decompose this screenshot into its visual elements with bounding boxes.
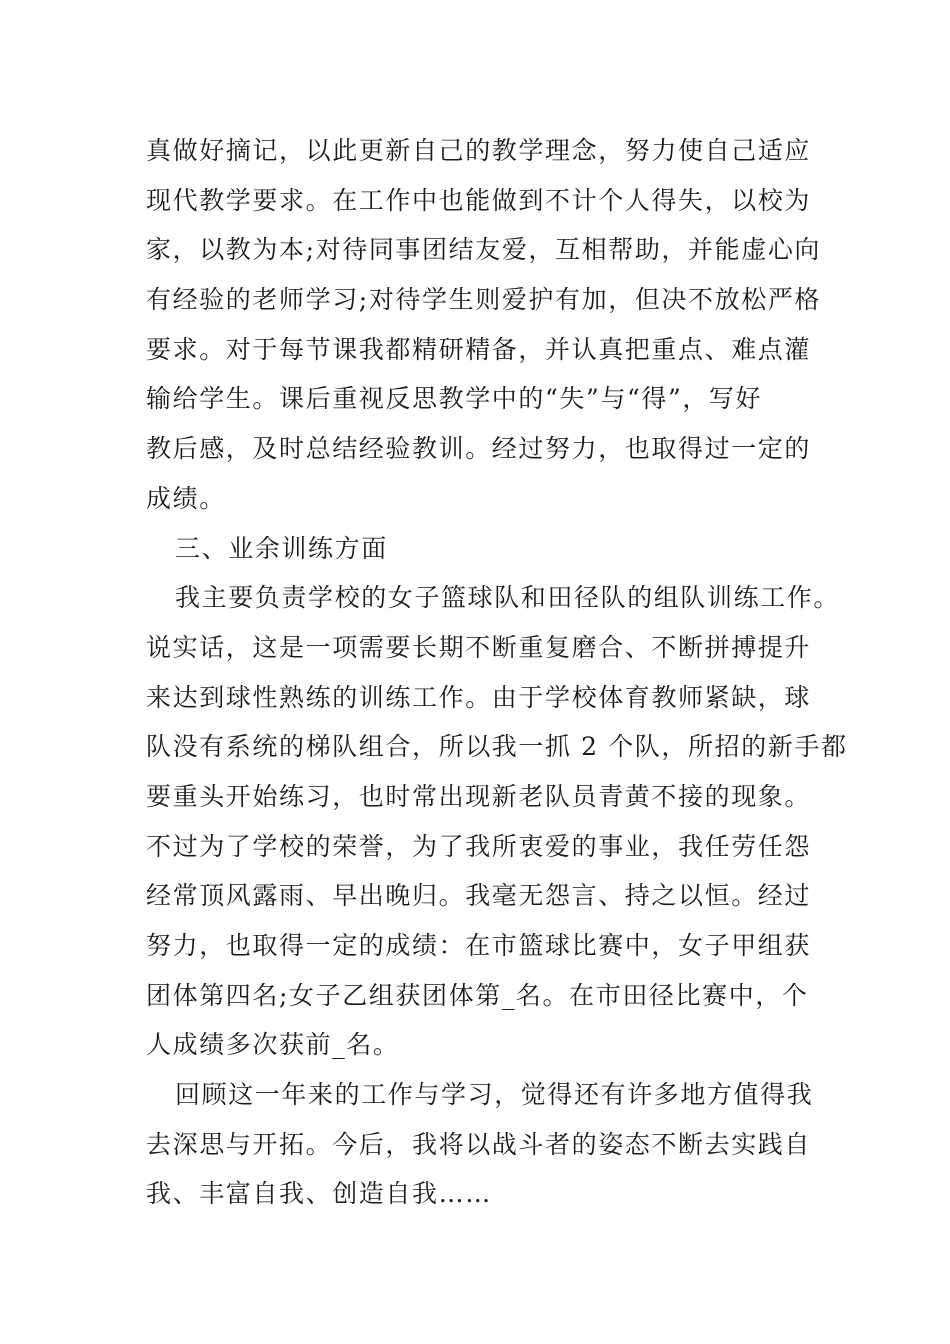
text-line: 去深思与开拓。今后，我将以战斗者的姿态不断去实践自: [146, 1129, 812, 1159]
text-line: 有经验的老师学习;对待学生则爱护有加，但决不放松严格: [146, 285, 822, 315]
text-line: 经常顶风露雨、早出晚归。我毫无怨言、持之以恒。经过: [146, 881, 812, 911]
section-heading: 三、业余训练方面: [175, 533, 388, 563]
text-line: 说实话，这是一项需要长期不断重复磨合、不断拼搏提升: [146, 632, 812, 662]
text-line: 队没有系统的梯队组合，所以我一抓 2 个队，所招的新手都: [146, 732, 848, 762]
text-line: 回顾这一年来的工作与学习，觉得还有许多地方值得我: [175, 1080, 814, 1110]
text-line: 教后感，及时总结经验教训。经过努力，也取得过一定的: [146, 434, 812, 464]
text-line: 要求。对于每节课我都精研精备，并认真把重点、难点灌: [146, 334, 812, 364]
text-line: 我、丰富自我、创造自我……: [146, 1179, 492, 1209]
text-line: 家，以教为本;对待同事团结友爱，互相帮助，并能虚心向: [146, 235, 822, 265]
text-line: 努力，也取得一定的成绩：在市篮球比赛中，女子甲组获: [146, 931, 812, 960]
text-line: 输给学生。课后重视反思教学中的“失”与“得”，写好: [146, 384, 763, 414]
text-line: 我主要负责学校的女子篮球队和田径队的组队训练工作。: [175, 583, 841, 613]
text-line: 要重头开始练习，也时常出现新老队员青黄不接的现象。: [146, 781, 812, 811]
text-line: 成绩。: [146, 483, 226, 513]
text-line: 来达到球性熟练的训练工作。由于学校体育教师紧缺，球: [146, 682, 812, 712]
text-line: 真做好摘记，以此更新自己的教学理念，努力使自己适应: [146, 136, 812, 165]
text-line: 人成绩多次获前_名。: [146, 1030, 400, 1060]
text-line: 不过为了学校的荣誉，为了我所衷爱的事业，我任劳任怨: [146, 831, 812, 861]
text-line: 团体第四名;女子乙组获团体第_名。在市田径比赛中，个: [146, 980, 809, 1010]
document-body: [146, 126, 848, 1219]
text-line: 现代教学要求。在工作中也能做到不计个人得失，以校为: [146, 185, 812, 215]
